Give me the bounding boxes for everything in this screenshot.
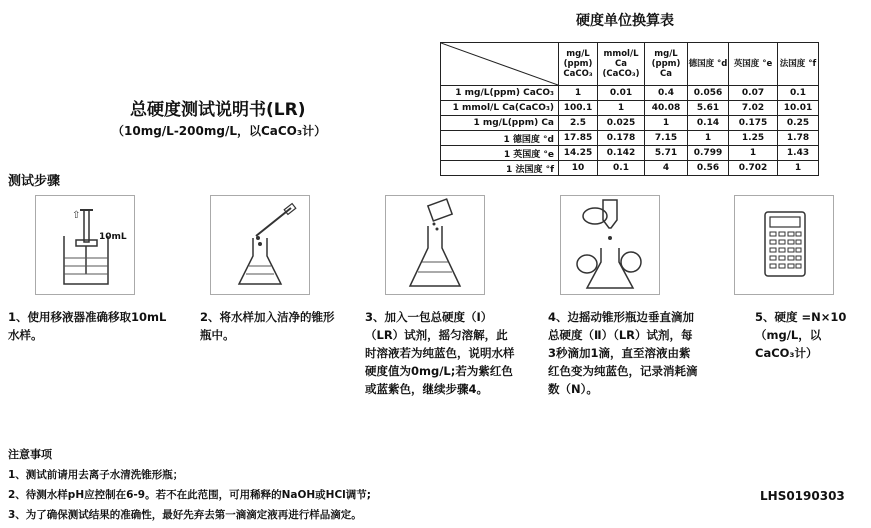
table-cell: 1.25: [729, 131, 778, 146]
table-cell: 100.1: [559, 101, 598, 116]
conversion-table: [440, 42, 819, 176]
step-5-text: 5、硬度 =N×10 （mg/L，以CaCO₃计）: [755, 310, 847, 360]
table-cell: 0.01: [598, 86, 645, 101]
step-3-illustration: [385, 195, 485, 295]
table-cell: 4: [645, 161, 688, 176]
table-cell: 10: [559, 161, 598, 176]
flask-pour-icon: [211, 196, 309, 294]
table-cell: 1: [778, 161, 819, 176]
row-label: 1 mmol/L Ca(CaCO₃): [441, 101, 559, 116]
step-1-text: 1、使用移液器准确移取10mL水样。: [8, 310, 167, 342]
table-cell: 1: [645, 116, 688, 131]
table-cell: 0.1: [598, 161, 645, 176]
step-2-text: 2、将水样加入洁净的锥形瓶中。: [200, 310, 335, 342]
conversion-table-title: 硬度单位换算表: [576, 13, 674, 29]
svg-text:⇧: ⇧: [72, 210, 81, 221]
table-cell: 0.056: [688, 86, 729, 101]
table-cell: 0.025: [598, 116, 645, 131]
header-cell: 法国度 °f: [778, 43, 819, 86]
table-cell: 0.4: [645, 86, 688, 101]
pipette-volume-label: 10mL: [99, 232, 127, 242]
header-cell: 德国度 °d: [688, 43, 729, 86]
diagonal-corner-cell: [441, 43, 559, 86]
step-5-illustration: [734, 195, 834, 295]
table-row: [441, 131, 819, 146]
table-cell: 5.61: [688, 101, 729, 116]
conversion-table-header-row: [441, 43, 819, 86]
table-row: [441, 161, 819, 176]
table-cell: 0.56: [688, 161, 729, 176]
row-label: 1 德国度 °d: [441, 131, 559, 146]
table-row: [441, 146, 819, 161]
table-cell: 0.702: [729, 161, 778, 176]
table-cell: 1: [559, 86, 598, 101]
step-4-illustration: [560, 195, 660, 295]
header-cell: 英国度 °e: [729, 43, 778, 86]
table-cell: 0.14: [688, 116, 729, 131]
table-cell: 40.08: [645, 101, 688, 116]
table-cell: 1.43: [778, 146, 819, 161]
notes-heading: 注意事项: [8, 448, 52, 461]
row-label: 1 法国度 °f: [441, 161, 559, 176]
reagent-packet-icon: [386, 196, 484, 294]
row-label: 1 mg/L(ppm) Ca: [441, 116, 559, 131]
table-cell: 1: [729, 146, 778, 161]
table-row: [441, 86, 819, 101]
header-cell: mmol/L Ca (CaCO₃): [598, 43, 645, 86]
table-row: [441, 101, 819, 116]
table-cell: 1.78: [778, 131, 819, 146]
document-title: 总硬度测试说明书(LR): [130, 100, 306, 120]
product-code: LHS0190303: [760, 489, 845, 503]
pipette-icon: [36, 196, 134, 294]
step-1-illustration: [35, 195, 135, 295]
step-2-illustration: [210, 195, 310, 295]
dropper-bottle-icon: [561, 196, 659, 294]
note-item: 3、为了确保测试结果的准确性，最好先弃去第一滴滴定液再进行样品滴定。: [8, 509, 362, 521]
steps-heading: 测试步骤: [8, 174, 61, 189]
table-cell: 1: [598, 101, 645, 116]
table-cell: 7.02: [729, 101, 778, 116]
step-4-text: 4、边摇动锥形瓶边垂直滴加总硬度（Ⅱ）（LR）试剂，每3秒滴加1滴，直至溶液由紫红色变为纯蓝色，记录消耗滴数（N）。: [548, 310, 698, 396]
table-cell: 14.25: [559, 146, 598, 161]
table-cell: 10.01: [778, 101, 819, 116]
row-label: 1 英国度 °e: [441, 146, 559, 161]
step-3-text: 3、加入一包总硬度（Ⅰ）（LR）试剂，摇匀溶解，此时溶液若为纯蓝色，说明水样硬度值为0mg/L;若为紫红色或蓝紫色，继续步骤4。: [365, 310, 515, 396]
table-cell: 17.85: [559, 131, 598, 146]
measurement-range: （10mg/L-200mg/L，以CaCO₃计）: [112, 124, 327, 138]
table-cell: 5.71: [645, 146, 688, 161]
table-cell: 0.175: [729, 116, 778, 131]
table-cell: 0.142: [598, 146, 645, 161]
table-row: [441, 116, 819, 131]
calculator-icon: [735, 196, 833, 294]
table-cell: 0.1: [778, 86, 819, 101]
table-cell: 0.178: [598, 131, 645, 146]
table-cell: 0.25: [778, 116, 819, 131]
table-cell: 1: [688, 131, 729, 146]
header-cell: mg/L (ppm) Ca: [645, 43, 688, 86]
note-item: 2、待测水样pH应控制在6-9。若不在此范围，可用稀释的NaOH或HCl调节;: [8, 489, 371, 501]
table-cell: 2.5: [559, 116, 598, 131]
note-item: 1、测试前请用去离子水清洗锥形瓶；: [8, 469, 184, 481]
header-cell: mg/L (ppm) CaCO₃: [559, 43, 598, 86]
table-cell: 0.799: [688, 146, 729, 161]
row-label: 1 mg/L(ppm) CaCO₃: [441, 86, 559, 101]
table-cell: 7.15: [645, 131, 688, 146]
table-cell: 0.07: [729, 86, 778, 101]
